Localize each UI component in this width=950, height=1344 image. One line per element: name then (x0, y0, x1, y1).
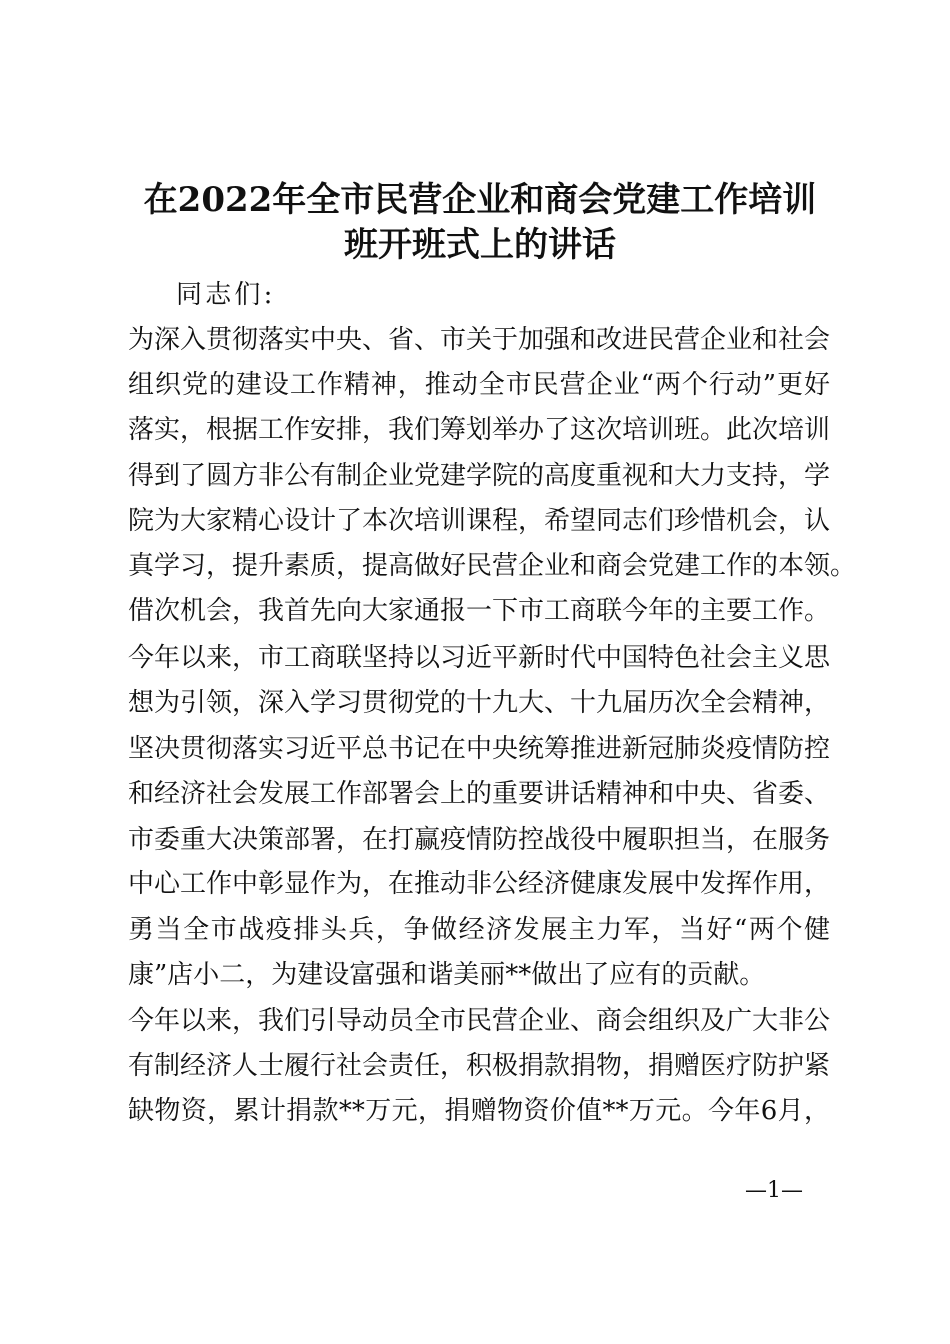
document-title-line-2: 班开班式上的讲话 (344, 225, 616, 265)
body-line: 为深入贯彻落实中央、省、市关于加强和改进民营企业和社会 (128, 325, 831, 355)
body-line: 和经济社会发展工作部署会上的重要讲话精神和中央、省委、 (128, 779, 831, 809)
body-line: 市委重大决策部署，在打赢疫情防控战役中履职担当，在服务 (128, 825, 831, 855)
body-line: 落实，根据工作安排，我们筹划举办了这次培训班。此次培训 (128, 415, 831, 445)
body-line: 得到了圆方非公有制企业党建学院的高度重视和大力支持，学 (128, 461, 831, 491)
body-line: 组织党的建设工作精神，推动全市民营企业“两个行动”更好 (128, 370, 830, 400)
body-line: 真学习，提升素质，提高做好民营企业和商会党建工作的本领。 (128, 551, 857, 581)
body-line: 今年以来，我们引导动员全市民营企业、商会组织及广大非公 (128, 1006, 831, 1036)
body-line: 想为引领，深入学习贯彻党的十九大、十九届历次全会精神， (128, 688, 831, 718)
body-line: 院为大家精心设计了本次培训课程，希望同志们珍惜机会，认 (128, 506, 831, 536)
body-line: 今年以来，市工商联坚持以习近平新时代中国特色社会主义思 (128, 643, 831, 673)
document-title-line-1: 在2022年全市民营企业和商会党建工作培训 (143, 180, 817, 220)
body-line: 缺物资，累计捐款**万元，捐赠物资价值**万元。今年6月， (128, 1096, 830, 1126)
body-line: 勇当全市战疫排头兵，争做经济发展主力军，当好“两个健 (128, 915, 830, 945)
body-line: 有制经济人士履行社会责任，积极捐款捐物，捐赠医疗防护紧 (128, 1051, 831, 1081)
body-line: 中心工作中彰显作为，在推动非公经济健康发展中发挥作用， (128, 869, 831, 899)
body-line: 坚决贯彻落实习近平总书记在中央统筹推进新冠肺炎疫情防控 (128, 734, 831, 764)
body-line: 康”店小二，为建设富强和谐美丽**做出了应有的贡献。 (128, 960, 766, 990)
salutation: 同志们: (176, 280, 276, 310)
body-line: 借次机会，我首先向大家通报一下市工商联今年的主要工作。 (128, 596, 831, 626)
page-number: —1— (745, 1178, 803, 1203)
